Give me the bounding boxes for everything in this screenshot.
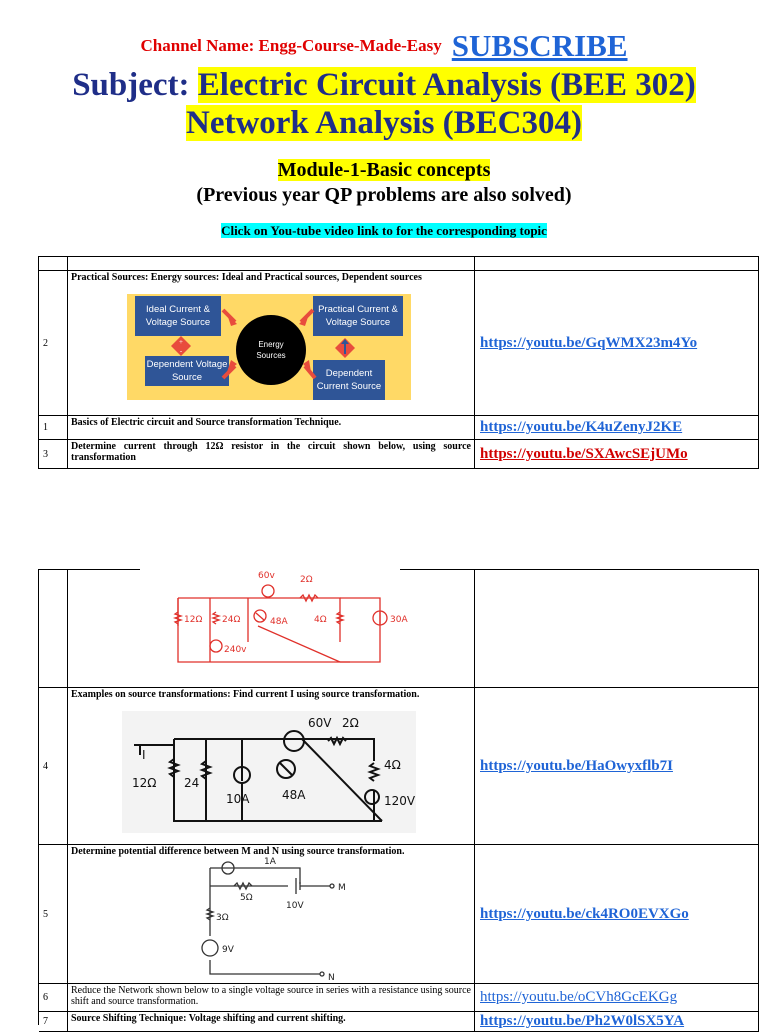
row-description: Determine current through 12Ω resistor in the circuit shown below, using source transformation <box>68 440 475 469</box>
row-number: 3 <box>39 440 68 469</box>
row-number: 6 <box>39 984 68 1012</box>
subject-title: Electric Circuit Analysis (BEE 302) <box>197 67 696 103</box>
circuit-label: 1A <box>264 857 276 867</box>
circuit-label: 12Ω <box>132 776 157 790</box>
circuit-label: 12Ω <box>184 615 203 625</box>
circuit-photo-2 <box>122 711 416 833</box>
subject-label: Subject: <box>72 67 190 103</box>
video-link <box>475 570 759 688</box>
circuit-label: M <box>338 883 346 893</box>
dependent-voltage-label: Dependent Voltage Source <box>146 359 228 383</box>
row-number <box>39 570 68 688</box>
circuit-label: 4Ω <box>384 758 401 772</box>
video-link[interactable]: https://youtu.be/HaOwyxflb7I <box>475 688 759 845</box>
module-title: Module-1-Basic concepts <box>277 159 491 181</box>
circuit-label: 24 <box>184 776 200 790</box>
video-link[interactable]: https://youtu.be/ck4RO0EVXGo <box>475 845 759 984</box>
video-link[interactable]: https://youtu.be/SXAwcSEjUMo <box>475 440 759 469</box>
circuit-label: 3Ω <box>216 913 229 923</box>
video-link[interactable]: https://youtu.be/GqWMX23m4Yo <box>475 271 759 416</box>
circuit-label: 48A <box>270 617 288 627</box>
click-instruction <box>0 223 768 239</box>
subject-title-2: Network Analysis (BEC304) <box>185 105 583 141</box>
circuit-label: 30A <box>390 615 408 625</box>
module-heading <box>0 158 768 182</box>
channel-name: Channel Name: Engg-Course-Made-Easy <box>140 36 442 55</box>
click-instruction-text: Click on You-tube video link to for the corresponding topic <box>221 223 547 238</box>
circuit-label: 5Ω <box>240 893 253 903</box>
ideal-source-label: Ideal Current & Voltage Source <box>145 304 211 328</box>
video-link[interactable]: https://youtu.be/K4uZenyJ2KE <box>475 416 759 440</box>
circuit-label: 48A <box>282 788 306 802</box>
circuit-label: 9V <box>222 945 234 955</box>
circuit-label: 120V <box>384 794 416 808</box>
row-number: 4 <box>39 688 68 845</box>
circuit-label: N <box>328 973 335 983</box>
circuit-diagram-3 <box>170 856 370 982</box>
circuit-diagram-1 <box>140 566 408 672</box>
row-description <box>68 257 475 271</box>
svg-text:+: + <box>179 338 183 346</box>
video-link <box>475 257 759 271</box>
row-description: Examples on source transformations: Find current I using source transformation. <box>68 688 475 845</box>
channel-header <box>0 28 768 62</box>
subject-line <box>0 66 768 104</box>
dependent-current-label: Dependent Current Source <box>316 368 382 392</box>
row-number: 1 <box>39 416 68 440</box>
diagram-arrows <box>127 294 411 400</box>
video-link[interactable]: https://youtu.be/Ph2W0lSX5YA <box>475 1012 759 1032</box>
subject-line-2 <box>0 104 768 142</box>
row-number: 7 <box>39 1012 68 1032</box>
row-description: Source Shifting Technique: Voltage shifting and current shifting. <box>68 1012 475 1032</box>
circuit-label: 240v <box>224 645 247 655</box>
svg-text:-: - <box>179 347 183 355</box>
row-description: Basics of Electric circuit and Source transformation Technique. <box>68 416 475 440</box>
practical-source-label: Practical Current & Voltage Source <box>318 304 398 328</box>
row-description: Determine potential difference between M and N using source transformation. <box>68 845 475 984</box>
energy-sources-label: Energy Sources <box>256 340 286 360</box>
circuit-label: 24Ω <box>222 615 241 625</box>
circuit-label: 2Ω <box>342 716 359 730</box>
energy-sources-diagram <box>127 294 411 400</box>
row-number: 5 <box>39 845 68 984</box>
circuit-label: 10A <box>226 792 250 806</box>
video-link[interactable]: https://youtu.be/oCVh8GcEKGg <box>475 984 759 1012</box>
row-description: Practical Sources: Energy sources: Ideal and Practical sources, Dependent sources <box>68 271 475 416</box>
dependent-current-diamond-icon <box>335 338 355 358</box>
circuit-label: 2Ω <box>300 575 313 585</box>
dependent-voltage-diamond-icon <box>171 336 191 356</box>
row-number: 2 <box>39 271 68 416</box>
circuit-diagram-2 <box>122 711 416 833</box>
subscribe-link[interactable]: SUBSCRIBE <box>451 28 628 63</box>
circuit-label: 10V <box>286 901 304 911</box>
row-number <box>39 257 68 271</box>
row-description: Reduce the Network shown below to a single voltage source in series with a resistance using source shift and source transformation. <box>68 984 475 1012</box>
circuit-label: 60V <box>308 716 332 730</box>
circuit-label: 4Ω <box>314 615 327 625</box>
circuit-label: I <box>142 748 146 762</box>
circuit-label: 60v <box>258 571 275 581</box>
previous-qp-note: (Previous year QP problems are also solved) <box>196 184 572 206</box>
